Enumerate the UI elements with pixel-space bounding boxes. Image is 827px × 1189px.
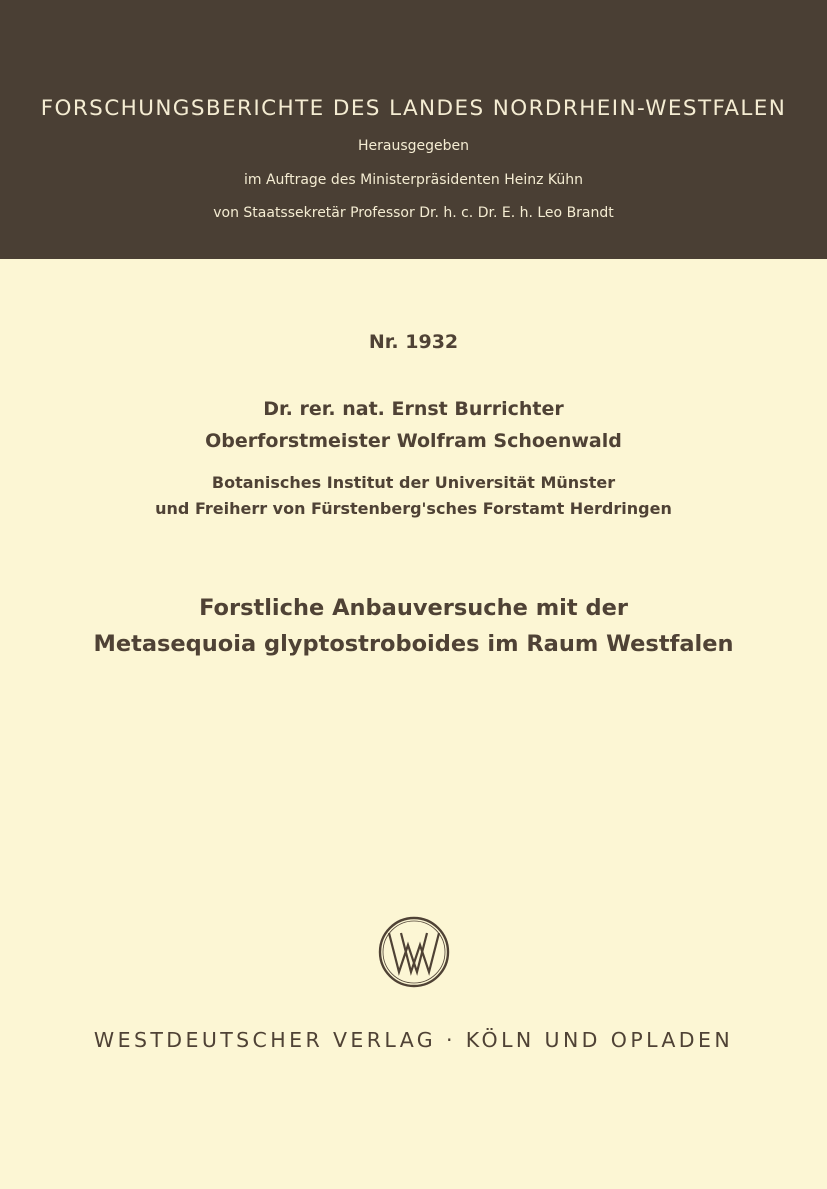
title-line-1: Forstliche Anbauversuche mit der: [199, 595, 628, 621]
editor-line-2: im Auftrage des Ministerpräsidenten Heinz Kühn: [243, 172, 584, 188]
publisher-line: WESTDEUTSCHER VERLAG · KÖLN UND OPLADEN: [93, 1028, 734, 1052]
author-2: Oberforstmeister Wolfram Schoenwald: [205, 430, 622, 452]
title-line-2: Metasequoia glyptostroboides im Raum Westfalen: [93, 631, 734, 657]
institution-2: und Freiherr von Fürstenberg'sches Forstamt Herdringen: [155, 499, 672, 518]
series-title: FORSCHUNGSBERICHTE DES LANDES NORDRHEIN-WESTFALEN: [40, 96, 787, 121]
editor-line-1: Herausgegeben: [357, 138, 469, 154]
institution-1: Botanisches Institut der Universität Münster: [211, 473, 616, 492]
header-band: [0, 0, 827, 259]
author-1: Dr. rer. nat. Ernst Burrichter: [263, 398, 564, 420]
report-number: Nr. 1932: [368, 331, 459, 353]
publisher-logo-icon: [377, 915, 451, 989]
editor-line-3: von Staatssekretär Professor Dr. h. c. Dr. E. h. Leo Brandt: [213, 205, 614, 221]
